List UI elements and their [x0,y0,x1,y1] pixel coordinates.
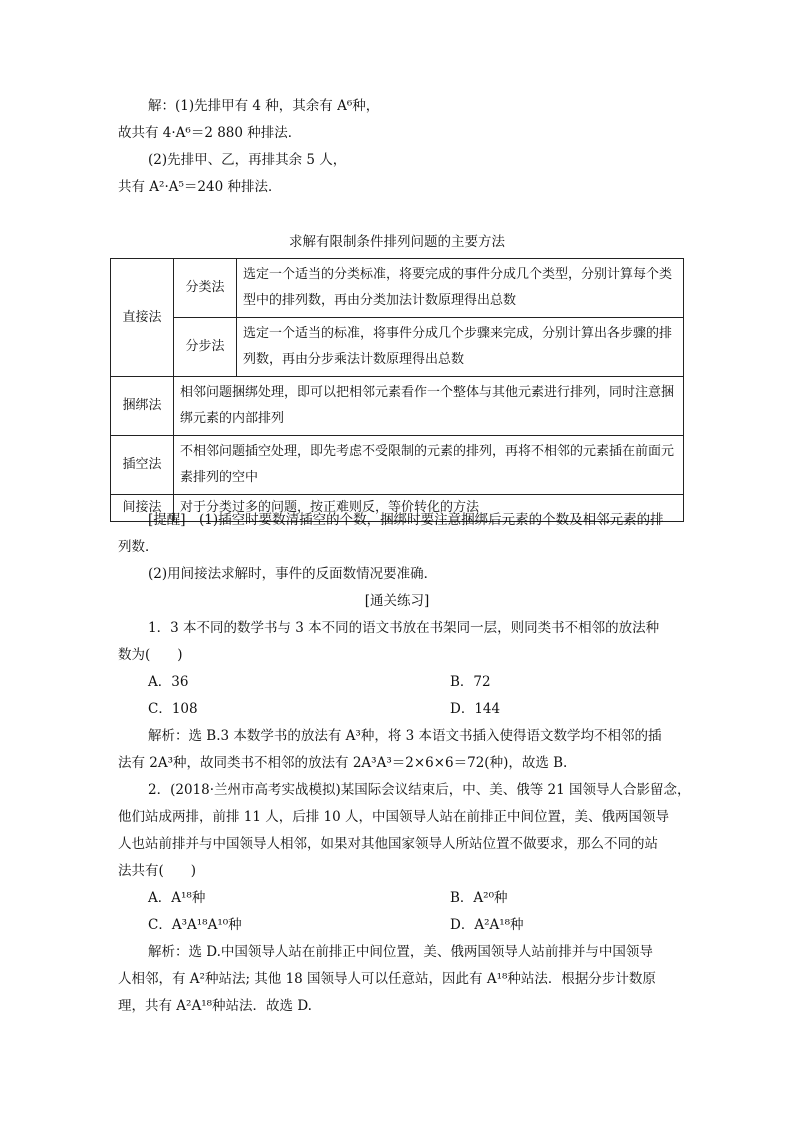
q2-option-a: A．A¹⁸种 [148,890,206,906]
q1-line-1: 1．3 本不同的数学书与 3 本不同的语文书放在书架同一层，则同类书不相邻的放法种 [148,620,660,636]
method-indirect-desc: 对于分类过多的问题，按正难则反，等价转化的方法 [174,495,684,522]
method-step: 分步法 [174,318,237,377]
q2-answer-line-3: 理，共有 A²A¹⁸种站法．故选 D. [118,998,312,1014]
method-insert: 插空法 [111,436,174,495]
solution-line-4: 共有 A²·A⁵＝240 种排法． [118,179,282,195]
method-classify-desc: 选定一个适当的分类标准，将要完成的事件分成几个类型，分别计算每个类型中的排列数，再由分类加法计数原理得出总数 [237,259,684,318]
method-bundle: 捆绑法 [111,377,174,436]
table-row [111,377,684,436]
q2-option-d: D．A²A¹⁸种 [450,917,524,933]
q1-option-c: C．108 [148,701,198,717]
table-row [111,436,684,495]
q2-line-1: 2．(2018·兰州市高考实战模拟)某国际会议结束后，中、美、俄等 21 国领导人合影留念， [148,782,691,798]
method-bundle-desc: 相邻问题捆绑处理，即可以把相邻元素看作一个整体与其他元素进行排列，同时注意捆绑元素的内部排列 [174,377,684,436]
tip-line-2: 列数． [118,539,159,555]
q1-line-2: 数为( ) [118,647,183,663]
method-classify: 分类法 [174,259,237,318]
q1-answer-line-2: 法有 2A³种，故同类书不相邻的放法有 2A³A³＝2×6×6＝72(种)，故选 B. [118,755,568,771]
practice-title: [通关练习] [364,593,430,609]
q1-option-b: B．72 [450,674,491,690]
solution-line-2: 故共有 4·A⁶＝2 880 种排法． [118,125,302,141]
table-row [111,318,684,377]
solution-line-3: (2)先排甲、乙，再排其余 5 人， [148,152,347,168]
method-insert-desc: 不相邻问题插空处理，即先考虑不受限制的元素的排列，再将不相邻的元素插在前面元素排列的空中 [174,436,684,495]
q2-line-3: 人也站前排并与中国领导人相邻，如果对其他国家领导人所站位置不做要求，那么不同的站 [118,836,658,852]
q1-answer-line-1: 解析：选 B.3 本数学书的放法有 A³种，将 3 本语文书插入使得语文数学均不相邻的插 [148,728,662,744]
q2-option-c: C．A³A¹⁸A¹⁰种 [148,917,242,933]
tip-line-1: [提醒] (1)插空时要数清插空的个数，捆绑时要注意捆绑后元素的个数及相邻元素的排 [148,512,664,528]
q2-line-4: 法共有( ) [118,863,197,879]
q1-option-d: D．144 [450,701,501,717]
q2-answer-line-1: 解析：选 D.中国领导人站在前排正中间位置，美、俄两国领导人站前排并与中国领导 [148,944,653,960]
method-indirect: 间接法 [111,495,174,522]
tip-line-3: (2)用间接法求解时，事件的反面数情况要准确． [148,566,438,582]
methods-table [110,258,684,522]
solution-line-1: 解：(1)先排甲有 4 种，其余有 A⁶种， [148,98,380,114]
q1-option-a: A．36 [148,674,189,690]
q2-line-2: 他们站成两排，前排 11 人，后排 10 人，中国领导人站在前排正中间位置，美、俄两国领导 [118,809,670,825]
table-row [111,259,684,318]
method-step-desc: 选定一个适当的标准，将事件分成几个步骤来完成，分别计算出各步骤的排列数，再由分步乘法计数原理得出总数 [237,318,684,377]
q2-answer-line-2: 人相邻，有 A²种站法; 其他 18 国领导人可以任意站，因此有 A¹⁸种站法．根据分步计数原 [118,971,656,987]
method-direct: 直接法 [111,259,174,377]
q2-option-b: B．A²⁰种 [450,890,508,906]
table-title: 求解有限制条件排列问题的主要方法 [289,234,505,250]
